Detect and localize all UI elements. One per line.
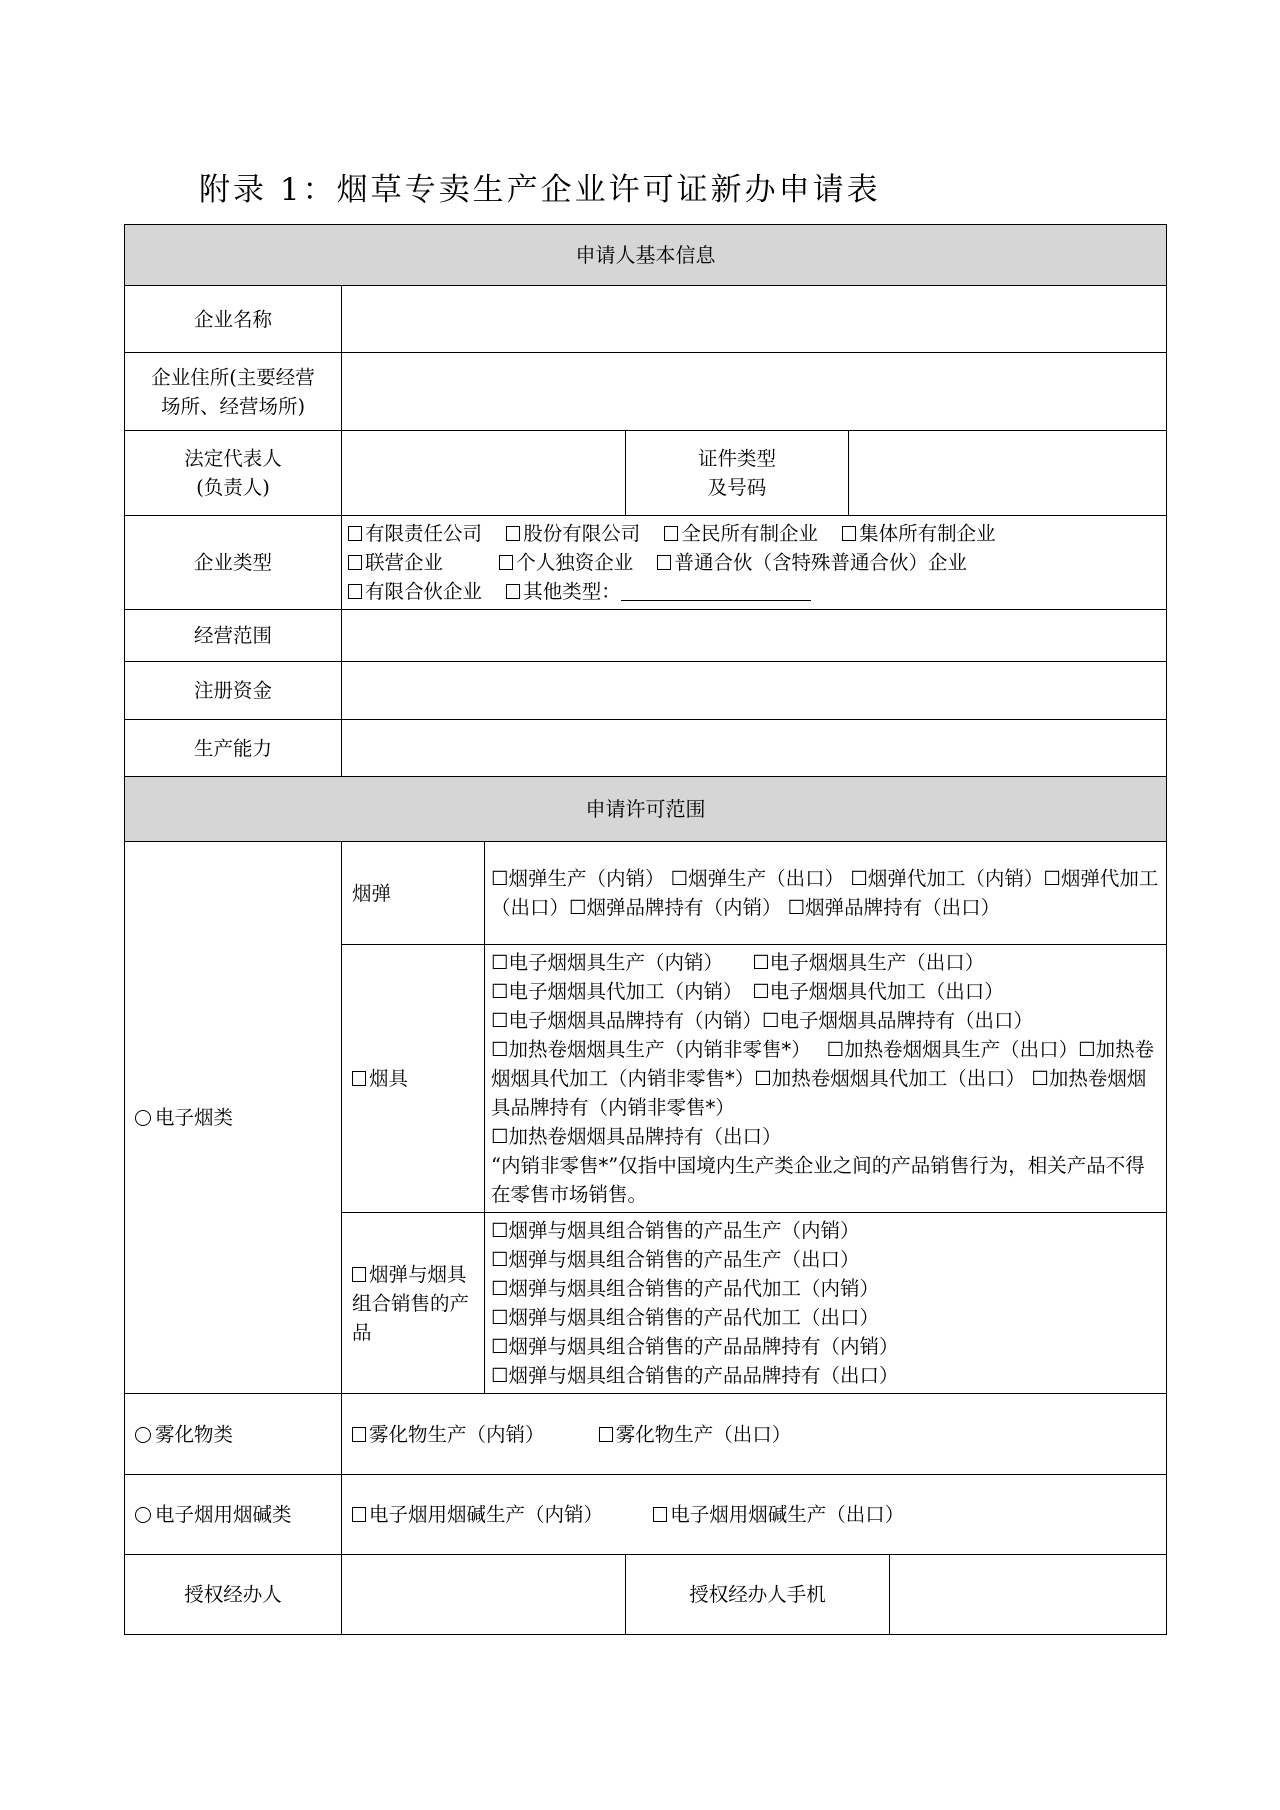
combo-option-line[interactable]: ☐烟弹与烟具组合销售的产品代加工（出口） [491,1306,879,1329]
combo-options [485,1213,1167,1394]
checkbox-icon[interactable] [842,526,856,541]
id-type-line2: 及号码 [707,476,767,499]
combo-option-line[interactable]: ☐烟弹与烟具组合销售的产品生产（出口） [491,1248,860,1271]
checkbox-icon[interactable] [657,555,671,570]
radio-circle-icon[interactable] [135,1507,151,1523]
checkbox-icon[interactable] [348,526,362,541]
nicotine-export-option[interactable]: 电子烟用烟碱生产（出口） [653,1500,904,1529]
label-company-type: 企业类型 [125,516,342,610]
section-header-basic-info: 申请人基本信息 [125,225,1167,286]
company-type-options [342,516,1167,610]
legal-rep-line1: 法定代表人 [184,447,282,470]
aerosol-options [342,1394,1167,1475]
company-name-field[interactable] [342,286,1167,353]
radio-circle-icon[interactable] [135,1427,151,1443]
address-label-line1: 企业住所(主要经营 [151,365,315,389]
other-type-blank[interactable] [621,582,811,601]
option-state-owned[interactable]: 全民所有制企业 [664,519,818,548]
aerosol-export-option[interactable]: 雾化物生产（出口） [599,1420,792,1449]
label-id-type [626,431,849,516]
option-limited-partnership[interactable]: 有限合伙企业 [348,577,482,606]
nicotine-options [342,1475,1167,1555]
production-capacity-field[interactable] [342,720,1167,777]
checkbox-icon[interactable] [352,1427,366,1442]
combo-option-line[interactable]: ☐烟弹与烟具组合销售的产品品牌持有（出口） [491,1364,899,1387]
category-nicotine: 电子烟用烟碱类 [125,1475,342,1555]
checkbox-icon[interactable] [664,526,678,541]
combo-option-line[interactable]: ☐烟弹与烟具组合销售的产品生产（内销） [491,1219,860,1242]
label-registered-capital: 注册资金 [125,662,342,720]
domestic-non-retail-note: “内销非零售*”仅指中国境内生产类企业之间的产品销售行为，相关产品不得在零售市场销售。 [491,1154,1145,1206]
option-sole-proprietorship[interactable]: 个人独资企业 [499,548,633,577]
authorized-agent-field[interactable] [342,1555,626,1635]
business-scope-field[interactable] [342,610,1167,662]
id-type-field[interactable] [849,431,1167,516]
label-company-name: 企业名称 [125,286,342,353]
checkbox-icon[interactable] [348,584,362,599]
option-llc[interactable]: 有限责任公司 [348,519,482,548]
checkbox-icon[interactable] [352,1267,366,1282]
subcategory-device: 烟具 [342,945,485,1213]
device-option-line[interactable]: ☐电子烟烟具品牌持有（内销）☐电子烟烟具品牌持有（出口） [491,1009,1033,1032]
label-agent-phone: 授权经办人手机 [626,1555,890,1635]
registered-capital-field[interactable] [342,662,1167,720]
option-general-partnership[interactable]: 普通合伙（含特殊普通合伙）企业 [657,548,967,577]
checkbox-icon[interactable] [599,1427,613,1442]
label-production-capacity: 生产能力 [125,720,342,777]
checkbox-icon[interactable] [352,1071,366,1086]
device-options [485,945,1167,1213]
checkbox-icon[interactable] [499,555,513,570]
label-authorized-agent: 授权经办人 [125,1555,342,1635]
section-header-license-scope: 申请许可范围 [125,777,1167,842]
category-ecig: 电子烟类 [125,842,342,1394]
page-title: 附录 1：烟草专卖生产企业许可证新办申请表 [199,172,881,208]
checkbox-icon[interactable] [352,1507,366,1522]
subcategory-combo: 烟弹与烟具组合销售的产品 [342,1213,485,1394]
agent-phone-field[interactable] [890,1555,1167,1635]
aerosol-domestic-option[interactable]: 雾化物生产（内销） [352,1420,545,1449]
heated-device-options[interactable]: ☐加热卷烟烟具生产（内销非零售*） ☐加热卷烟烟具生产（出口）☐加热卷烟烟具代加工（内销非零售*）☐加热卷烟烟具代加工（出口） ☐加热卷烟烟具品牌持有（内销非零售*） [491,1038,1155,1119]
nicotine-domestic-option[interactable]: 电子烟用烟碱生产（内销） [352,1500,603,1529]
checkbox-icon[interactable] [348,555,362,570]
device-option-line[interactable]: ☐电子烟烟具生产（内销） ☐电子烟烟具生产（出口） [491,951,985,974]
heated-device-brand-export[interactable]: ☐加热卷烟烟具品牌持有（出口） [491,1125,782,1148]
combo-option-line[interactable]: ☐烟弹与烟具组合销售的产品代加工（内销） [491,1277,879,1300]
label-business-scope: 经营范围 [125,610,342,662]
company-address-field[interactable] [342,353,1167,431]
cartridge-options[interactable]: ☐烟弹生产（内销） ☐烟弹生产（出口） ☐烟弹代加工（内销）☐烟弹代加工（出口）☐烟弹品牌持有（内销） ☐烟弹品牌持有（出口） [485,842,1167,945]
radio-circle-icon[interactable] [135,1110,151,1126]
category-aerosol: 雾化物类 [125,1394,342,1475]
checkbox-icon[interactable] [653,1507,667,1522]
option-other-type[interactable]: 其他类型： [506,577,811,606]
option-joint-stock[interactable]: 股份有限公司 [506,519,640,548]
combo-option-line[interactable]: ☐烟弹与烟具组合销售的产品品牌持有（内销） [491,1335,899,1358]
option-joint-venture[interactable]: 联营企业 [348,548,443,577]
label-legal-representative [125,431,342,516]
label-company-address [125,353,342,431]
application-form [124,224,1167,1635]
address-label-line2: 场所、经营场所) [160,394,306,418]
device-option-line[interactable]: ☐电子烟烟具代加工（内销） ☐电子烟烟具代加工（出口） [491,980,1004,1003]
legal-rep-line2: (负责人) [196,476,270,499]
option-collective[interactable]: 集体所有制企业 [842,519,996,548]
checkbox-icon[interactable] [506,526,520,541]
checkbox-icon[interactable] [506,584,520,599]
legal-representative-field[interactable] [342,431,626,516]
subcategory-cartridge: 烟弹 [342,842,485,945]
id-type-line1: 证件类型 [697,447,776,470]
